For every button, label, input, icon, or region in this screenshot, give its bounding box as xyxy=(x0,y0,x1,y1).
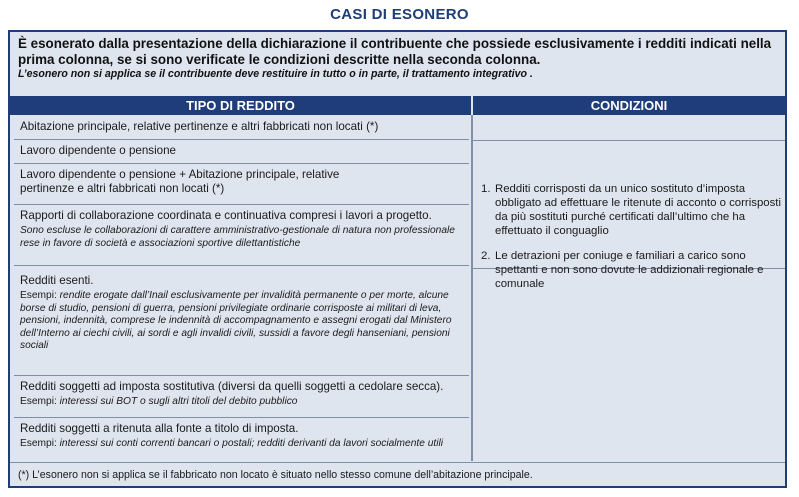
row-main: Redditi soggetti ad imposta sostitutiva (diversi da quelli soggetti a cedolare secca). xyxy=(20,380,444,393)
row-sub: Sono escluse le collaborazioni di carattere amministrativo-gestionale di natura non professionale rese in favore di società e associazioni sportive dilettantistiche xyxy=(20,225,455,249)
condition-item xyxy=(481,249,781,291)
table-row xyxy=(14,419,469,461)
intro-text: È esonerato dalla presentazione della dichiarazione il contribuente che possiede esclusivamente i redditi indicati nella prima colonna, se si sono verificate le condizioni descritte nella seconda colonna. xyxy=(18,36,772,67)
row-main: Abitazione principale, relative pertinenze e altri fabbricati non locati (*) xyxy=(20,120,379,133)
row-sub: interessi sui conti correnti bancari o postali; redditi derivanti da lavori socialmente utili xyxy=(59,438,443,449)
table-row xyxy=(14,141,469,164)
page-title: CASI DI ESONERO xyxy=(330,6,469,23)
row-sub: rendite erogate dall’Inail esclusivamente per invalidità permanente o per morte, alcune borse di studio, pensioni di guerra, pensioni privilegiate ordinarie corrisposte ai militari di leva, pensioni, indennità, comprese le indennità di accompagnamento e assegni erogati dal Ministero dell’Interno ai ciechi civili, ai sordi e agli invalidi civili, sussidi a favore degli hanseniani, pensioni sociali xyxy=(20,290,452,351)
table-row xyxy=(14,268,469,376)
row-main: Redditi soggetti a ritenuta alla fonte a titolo di imposta. xyxy=(20,422,299,435)
column-divider xyxy=(471,115,473,461)
row-main: Redditi esenti. xyxy=(20,274,94,287)
condition-text: Redditi corrisposti da un unico sostituto d’imposta obbligato ad effettuare le ritenute di acconto o corrisposti da più sostituti purché certificati dall’ultimo che ha effettuato il conguaglio xyxy=(495,183,782,237)
row-divider xyxy=(473,140,785,141)
condition-item xyxy=(481,182,781,238)
conditions-list xyxy=(481,182,781,302)
footnote: (*) L’esonero non si applica se il fabbricato non locato è situato nello stesso comune dell’abitazione principale. xyxy=(10,462,785,486)
table-row xyxy=(14,206,469,266)
intro xyxy=(18,36,778,81)
table-row xyxy=(14,117,469,140)
condition-number: 2. xyxy=(481,250,491,262)
table-row xyxy=(14,377,469,418)
row-sub-prefix: Esempi: xyxy=(20,438,60,449)
row-sub-prefix: Esempi: xyxy=(20,396,60,407)
condition-number: 1. xyxy=(481,183,491,195)
header-tipo-di-reddito: TIPO DI REDDITO xyxy=(10,96,471,115)
row-sub-prefix: Esempi: xyxy=(20,290,60,301)
exemption-table xyxy=(8,30,787,488)
row-main: Rapporti di collaborazione coordinata e continuativa compresi i lavori a progetto. xyxy=(20,209,432,222)
row-sub: interessi sui BOT o sugli altri titoli del debito pubblico xyxy=(59,396,298,407)
row-main: Lavoro dipendente o pensione + Abitazione principale, relative pertinenze e altri fabbricati non locati (*) xyxy=(20,168,340,195)
condition-text: Le detrazioni per coniuge e familiari a carico sono spettanti e non sono dovute le addizionali regionale e comunale xyxy=(495,250,764,290)
header-condizioni: CONDIZIONI xyxy=(473,96,785,115)
row-main: Lavoro dipendente o pensione xyxy=(20,144,177,157)
intro-note: L’esonero non si applica se il contribuente deve restituire in tutto o in parte, il trattamento integrativo . xyxy=(18,68,533,80)
table-row xyxy=(14,165,469,205)
